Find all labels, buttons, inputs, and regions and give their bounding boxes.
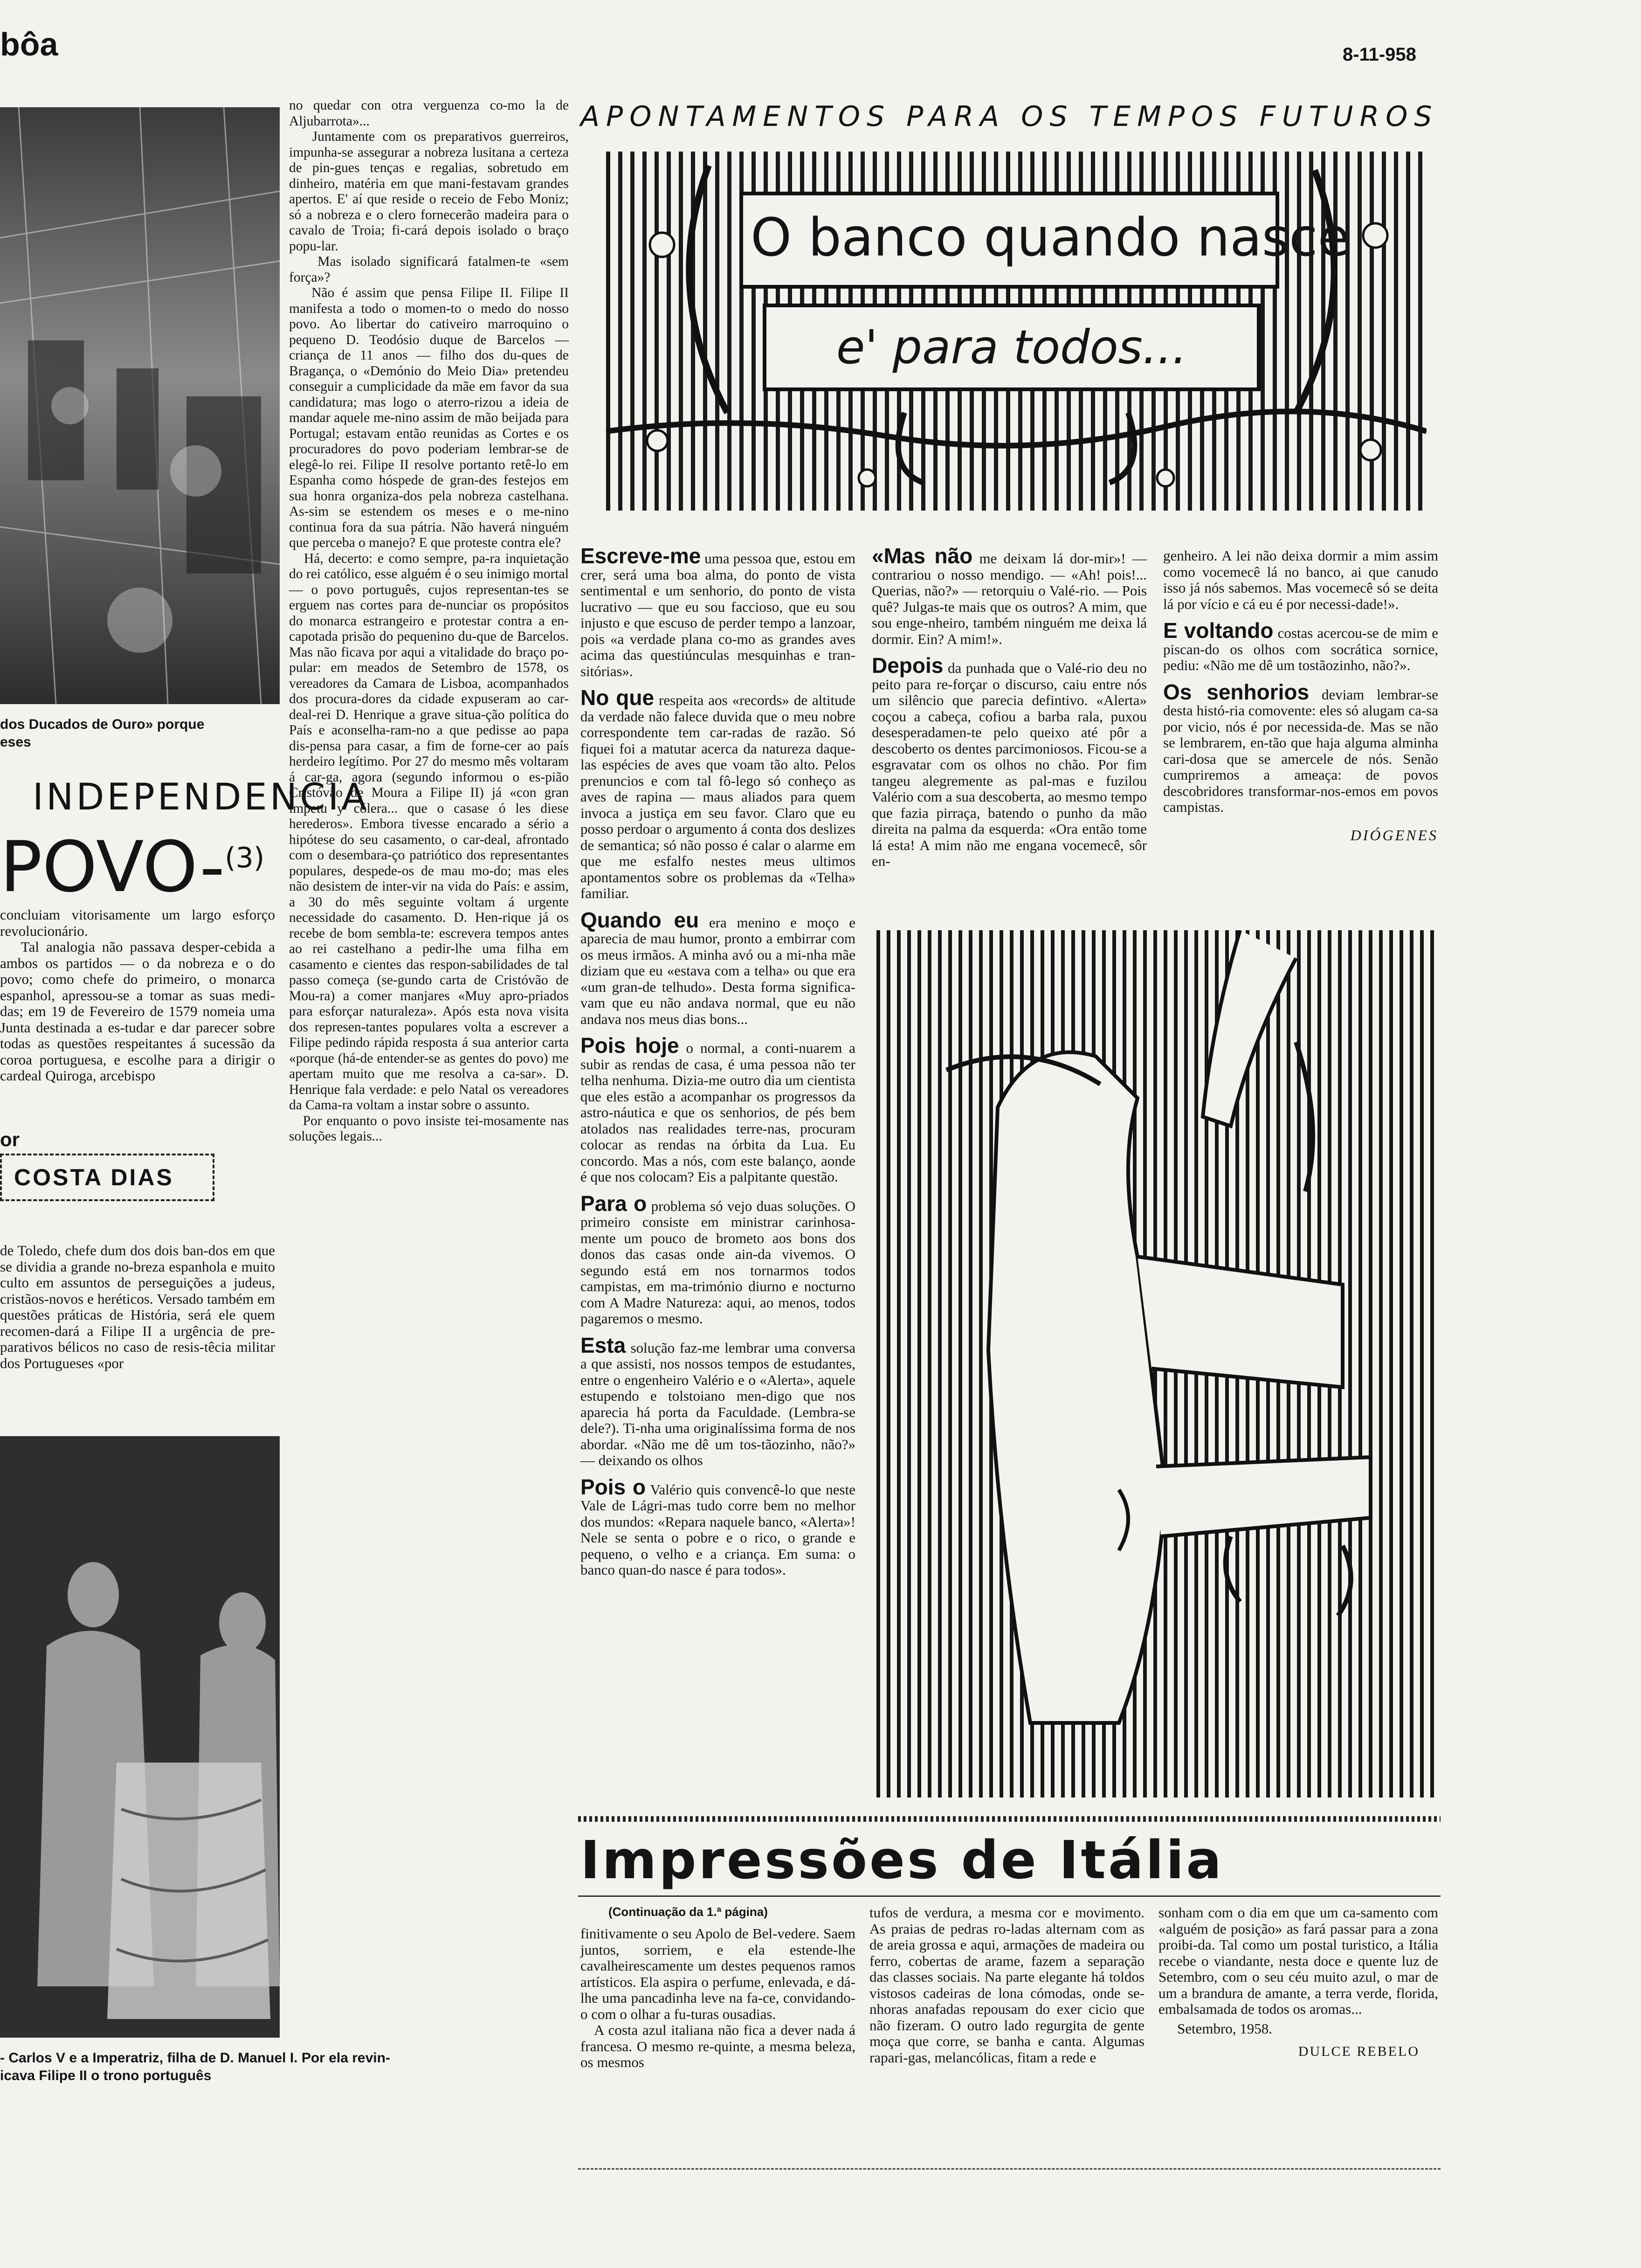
- heading-line1: INDEPENDENCIA: [33, 776, 369, 818]
- apontamentos-col-a: [580, 544, 859, 1578]
- col-c-para-2: [1163, 618, 1442, 674]
- left-para-1: concluiam vitorisamente um largo esforço revolucionário. Tal analogia não passava desper-cebida a ambos os partidos — o da nobreza e o do povo; como chefe do primeiro, o monarca espanhol, apressou-se a tomar as suas medi-das; em 19 de Fevereiro de 1579 nomeia uma Junta destinada a es-tudar e dar parecer sobre todas as questões respeitantes á sucessão da coroa portuguesa, e escolhe para a dirigir o cardeal Quiroga, arcebispo: [0, 906, 276, 1084]
- banner-illustration: [606, 152, 1427, 511]
- banner-line2: e' para todos...: [836, 320, 1187, 374]
- col-a-text-5: problema só vejo duas soluções. O primeiro consiste em ministrar carinhosa-mente um pouco de brometo aos bons dos donos das casas onde ain-da vivemos. O segundo está em nos tornarmos todos campistas, em ma-trimónio diurno e nocturno com A Madre Natureza: aqui, ao menos, todos pagaremos o mesmo.: [580, 1197, 859, 1327]
- byline: [0, 1128, 214, 1201]
- col-c-lead-3: Os senhorios: [1163, 679, 1310, 704]
- photo-top-caption-line1: dos Ducados de Ouro» porque: [0, 717, 205, 732]
- section-title: bôa: [0, 26, 58, 62]
- italia-title: Impressões de Itália: [580, 1830, 1224, 1891]
- italia-col-3-text: sonham com o dia em que um ca-samento com «alguém de posição» as fará passar para a zona proibi-da. Tal como um postal turistico, a Itália recebe o viandante, nesta doce e quente luz de Setembro, com o seu céu muito azul, o mar de um a brandura de amante, a terra verde, florida, embalsamada de todos os aromas...: [1158, 1904, 1442, 2017]
- section-header: APONTAMENTOS PARA OS TEMPOS FUTUROS: [580, 100, 1439, 133]
- col-a-lead-7: Pois o: [580, 1474, 646, 1499]
- col-a-para-3: [580, 907, 859, 1028]
- italia-title-rule: [578, 1895, 1441, 1897]
- col-b-para-1: [872, 544, 1151, 647]
- apontamentos-col-c: [1163, 547, 1442, 844]
- col-a-para-6: [580, 1333, 859, 1469]
- col-b-lead-1: «Mas não: [872, 544, 973, 568]
- banner-line1: O banco quando nasce: [751, 207, 1350, 268]
- col-c-text-1: genheiro. A lei não deixa dormir a mim assim como vocemecê lá no banco, ai que canudo isso já nós sabemos. Mas vocemecê só se deita lá por vício e cá eu é por necessi-dade!».: [1163, 547, 1442, 612]
- col-c-para-3: [1163, 679, 1442, 816]
- byline-author: COSTA DIAS: [0, 1154, 214, 1201]
- issue-date: 8-11-958: [1343, 44, 1416, 65]
- photo-top-left: [0, 107, 280, 704]
- italia-top-rule: [578, 1816, 1441, 1822]
- col-a-text-6: solução faz-me lembrar uma conversa a que assisti, nos nossos tempos de estudantes, entre o engenheiro Valério e o «Alerta», aquele estupendo e tolstoiano men-digo que nos aparecia há porta da Faculdade. (Lembra-se dele?). Ti-nha uma originalíssima forma de nos abordar. «Não me dê um tos-tãozinho, não?» — deixando os olhos: [580, 1339, 859, 1468]
- left-para-2: de Toledo, chefe dum dos dois ban-dos em que se dividia a grande no-breza espanhola e muito culto em assuntos de perseguições a judeus, cristãos-novos e heréticos. Versado também em questões práticas de História, será ele quem recomen-dará a Filipe II a urgência de pre-parativos bélicos no caso de resis-têcia militar dos Portugueses «por: [0, 1242, 279, 1371]
- middle-column-text: no quedar con otra verguenza co-mo la de Aljubarrota»... Juntamente com os preparativos guerreiros, impunha-se assegurar a nobreza lusitana a certeza de pin-gues tenças e regalias, sobretudo em dinheiro, matéria em que mani-festavam grandes apertos. E' aí que reside o receio de Febo Moniz; só a nobreza e o clero fornecerão madeira para o cavalo de Troia; fi-cará depois isolado o braço popu-lar. Mas isolado significará fatalmen-te «sem força»? Não é assim que pensa Filipe II. Filipe II manifesta a todo o momen-to o medo do nosso povo. Ao libertar do cativeiro marroquino o pequeno D. Teodósio duque de Barcelos — criança de 11 anos — filho dos du-ques de Bragança, o «Demónio do Meio Dia» pretendeu conseguir a cumplicidade da mãe em favor da sua candidatura; mas logo o aterro-rizou a ideia de mandar aquele me-nino assim de mão beijada para Portugal; estavam então reunidas as Cortes e os procuradores do povo poderiam lembrar-se de elegê-lo rei. Filipe II resolve portanto retê-lo em Espanha como hóspede de gran-des festejos em sua honra organiza-dos pela nobreza castelhana. As-sim se estendem os meses e o me-nino continua fora da sua pátria. Não haverá ninguém que perceba o manejo? E que proteste contra ele? Há, decerto: e como sempre, pa-ra inquietação do rei católico, esse alguém é o seu inimigo mortal — o povo português, cujos representan-tes se erguem nas cortes para de-nunciar os propósitos do monarca estrangeiro e protestar contra a en-capotada prisão do pequenino du-que de Barcelos. Mas não ficava por aqui a vitalidade do braço po-pular: em meados de Setembro de 1578, os vereadores da Camara de Lisboa, acompanhados dos procura-dores da cidade expuseram ao car-deal-rei D. Henrique a grave situa-ção política do País e aconselha-ram-no a que pedisse ao papa dis-pensa para casar, a fim de forne-cer ao país herdeiro legítimo. Por 27 do mesmo mês voltaram á car-ga, agora (segundo informou o es-pião Cristóvão de Moura a Filipe II) já «con gran impetu y cólera... que o casase ó les diese herederos». Embora tivesse encarado a sério a hipótese do seu casamento, o car-deal, afrontado com o desembara-ço patriótico dos representantes populares, despede-os de mau mo-do; mas eles não desistem de inter-vir na vida do País: e assim, a 30 do mês seguinte voltam á urgente necessidade do casamento. D. Hen-rique já os recebe de bom sembla-te: escrevera tempos antes ao rei castelhano a pedir-lhe uma filha em casamento e cientes das respon-sabilidades de tal passo começa (se-gundo carta de Cristóvão de Mou-ra) a comer manjares «Muy apro-priados para esforçar naturaleza». Após esta nova visita dos represen-tantes populares volta a escrever a Filipe pedindo rápida resposta á sua anterior carta «porque (há-de entender-se as gentes do povo) me apertam muito que me resolva a ca-sar». D. Henrique fala verdade: e pelo Natal os vereadores da Cama-ra voltam a instar sobre o assunto. Por enquanto o povo insiste tei-mosamente nas soluções legais...: [289, 98, 569, 1144]
- col-a-para-1: [580, 544, 859, 679]
- col-a-lead-1: Escreve-me: [580, 544, 701, 568]
- col-a-lead-6: Esta: [580, 1333, 626, 1357]
- heading-number: (3): [225, 842, 265, 874]
- col-a-lead-4: Pois hoje: [580, 1033, 679, 1058]
- signature: DIÓGENES: [1350, 826, 1438, 844]
- italia-col-1-text: finitivamente o seu Apolo de Bel-vedere. Saem juntos, sorriem, e ela estende-lhe cavalheirescamente um destes pequenos ramos artísticos. Ela aspira o perfume, enlevada, e dá-lhe uma pancadinha leve na fa-ce, convidando-o com o olhar a fu-turas ousadias. A costa azul italiana não fica a dever nada á francesa. O mesmo re-quinte, a mesma beleza, os mesmos: [580, 1925, 856, 2070]
- col-a-lead-2: No que: [580, 685, 655, 710]
- illustration-man: [876, 930, 1436, 1798]
- col-a-lead-3: Quando eu: [580, 907, 699, 932]
- col-a-lead-5: Para o: [580, 1191, 647, 1216]
- col-a-text-1: uma pessoa que, estou em crer, será uma boa alma, do ponto de vista sentimental e um senhorio, do ponto de vista lucrativo — que eu sou faccioso, que eu sou injusto e que escuso de perder tempo a lanzoar, pois «a verdade plana co-mo as grandes aves acima das questiúnculas mesquinhas e tran-sitórias».: [580, 550, 859, 679]
- col-a-para-5: [580, 1191, 859, 1327]
- col-a-para-4: [580, 1033, 859, 1185]
- col-a-text-4: o normal, a conti-nuarem a subir as rendas de casa, é uma pessoa não ter telha nenhuma. Dizia-me outro dia um cientista que eles estão a acompanhar os progressos da astro-náutica e que os senhorios, de pés bem atolados nas realidades terre-nas, procuram colocar as rendas na órbita da Lua. Eu concordo. Mas a nós, com este balanço, aonde é que nos colocam? Eis a palpitante questão.: [580, 1040, 859, 1185]
- photo-illustration: [0, 107, 280, 704]
- col-a-text-2: respeita aos «records» de altitude da verdade não falece duvida que o meu nobre correspondente tem car-radas de razão. Só fiquei foi a matutar acerca da natureza daque-las espécies de aves que voam tão alto. Pelos prenuncios e com tal fô-lego só conheço as aves de rapina — maus aliados para quem invoca a justiça em seu favor. Claro que eu posso perdoar o argumento á conta dos deslizes de semantica; só não posso é calar o alarme em que me esfalfo nestes meus ultimos apontamentos sobre os problemas da «Telha» familiar.: [580, 692, 859, 901]
- col-c-para-1: [1163, 547, 1442, 612]
- col-a-text-3: era menino e moço e aparecia de mau humor, pronto a embirrar com os meus irmãos. A minha avó ou a mi-nha mãe diziam que eu «estava com a telha» ou que era «um gran-de telhudo». Desta forma significa-vam que eu não andava normal, que eu não andava nos meus dias bons...: [580, 914, 859, 1027]
- col-c-text-3: deviam lembrar-se desta histó-ria comovente: eles só alugam ca-sa por vicio, nós é por necessida-de. Mas se não se lembrarem, en-tão que haja alguma alminha cari-dosa que se amercele de nós. Senão cumpriremos a ameaça: de povos descobridores transformar-nos-emos em povos campistas.: [1163, 686, 1442, 815]
- photo-top-caption-line2: eses: [0, 734, 31, 750]
- photo-bottom-caption: [0, 2049, 541, 2085]
- photo-bottom-left: [0, 1436, 280, 2038]
- photo-bottom-caption-line1: - Carlos V e a Imperatriz, filha de D. Manuel I. Por ela revin-: [0, 2050, 390, 2066]
- italia-col-3: [1158, 1904, 1442, 2060]
- italia-col-1: [580, 1905, 855, 2071]
- italia-author: DULCE REBELO: [1298, 2043, 1420, 2059]
- col-a-text-7: Valério quis convencê-lo que neste Vale de Lágri-mas tudo corre bem no melhor dos mundos: «Repara naquele banco, «Alerta»! Nele se senta o pobre e o rico, o grande e pequeno, o velho e a criança. Em suma: o banco quan-do nasce é para todos».: [580, 1481, 859, 1578]
- byline-prefix: or: [0, 1128, 20, 1150]
- footer-dashed-rule: [578, 2168, 1441, 2170]
- col-c-text-2: costas acercou-se de mim e piscan-do os olhos com socrática sornice, pediu: «Não me dê um tostãozinho, não?».: [1163, 625, 1442, 673]
- photo-top-caption: [0, 716, 289, 751]
- col-c-lead-2: E voltando: [1163, 618, 1274, 643]
- apontamentos-col-b: [872, 544, 1151, 870]
- col-b-para-2: [872, 653, 1151, 870]
- italia-continuation: (Continuação da 1.ª página): [608, 1905, 768, 1919]
- italia-col-2-text: tufos de verdura, a mesma cor e movimento. As praias de pedras ro-ladas alternam com as de areia grossa e aqui, armações de madeira ou ferro, cobertas de arame, fazem a separação das classes sociais. Na parte elegante há toldos vistosos cadeiras de lona cómodas, onde se-nhoras anafadas repousam do exer cicio que não fizeram. O outro lado regurgita de gente moça que corre, se banha e canta. Algumas rapari-gas, melancólicas, fitam a rede e: [869, 1904, 1148, 2066]
- heading-line2: POVO-: [0, 827, 225, 908]
- col-b-lead-2: Depois: [872, 653, 944, 678]
- col-b-text-2: da punhada que o Valé-rio deu no peito para re-forçar o discurso, caiu entre nós um silêncio que parecia defintivo. «Alerta» coçou a cabeça, cofiou a barba rala, puxou desesperadamen-te pelo queixo até pôr a descoberto os dentes parcimoniosos. Ficou-se a esgravatar com os olhos no chão. Por fim tangeu alegremente as pal-mas e fuzilou Valério com a sua descoberta, ao mesmo tempo que fazia pirraça, batendo o punho da mão direita na palma da esquerda: «Ora então tome lá esta! A mim não me engana vocemecê, sôr en-: [872, 660, 1151, 869]
- col-b-text-1: me deixam lá dor-mir»! — contrariou o nosso mendigo. — «Ah! pois!... Querias, não?» — retorquiu o Valé-rio. — Pois quê? Julgas-te mais que os outros? A mim, que sou enge-nheiro, também ninguém me deixa lá dormir. Ein? A mim!».: [872, 550, 1151, 647]
- article-heading: [0, 774, 369, 908]
- italia-dateline: Setembro, 1958.: [1177, 2020, 1273, 2037]
- col-a-para-7: [580, 1474, 859, 1578]
- col-a-para-2: [580, 685, 859, 902]
- statue-illustration: [0, 1436, 280, 2038]
- man-drawing: [876, 930, 1436, 1798]
- photo-bottom-caption-line2: icava Filipe II o trono português: [0, 2068, 212, 2083]
